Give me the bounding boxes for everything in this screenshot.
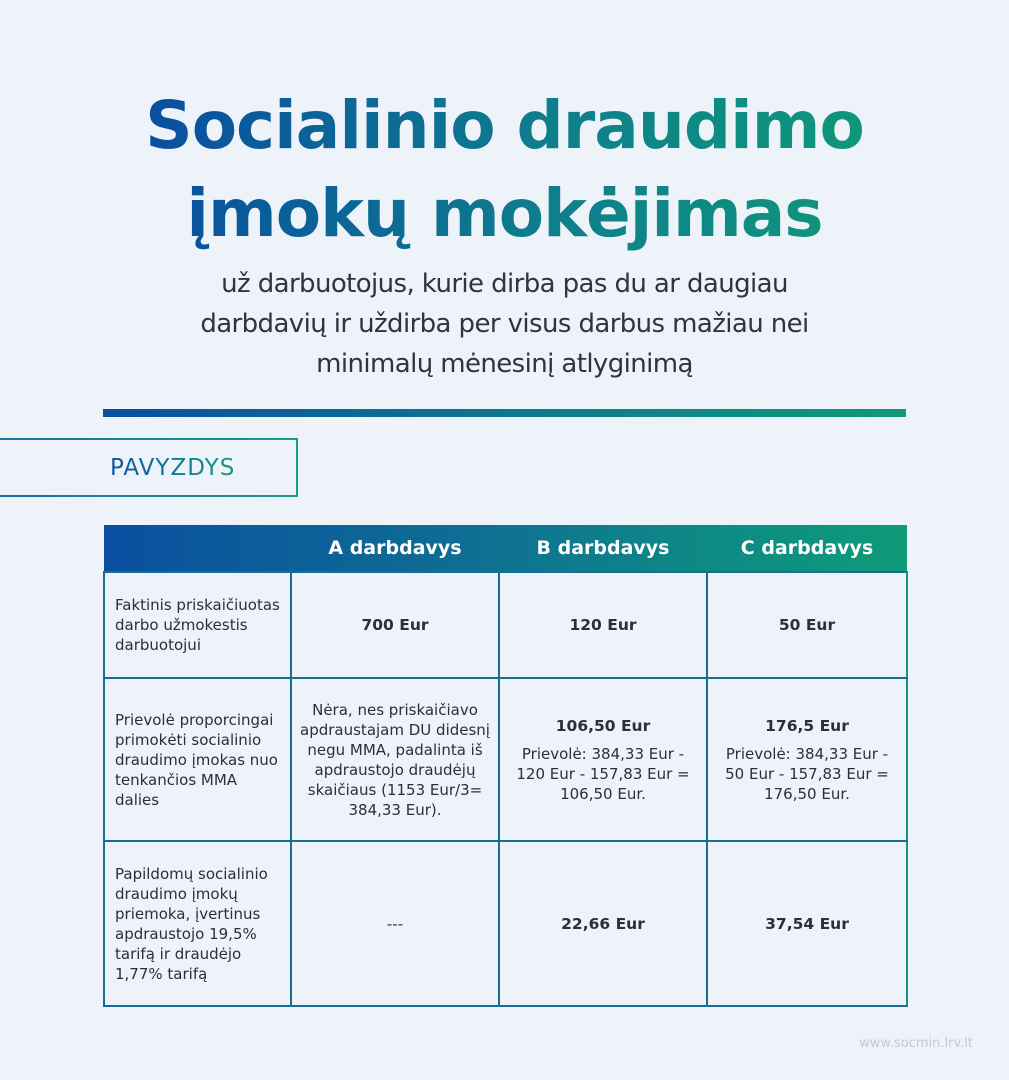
example-label: PAVYZDYS [110,454,236,481]
table-row [104,841,907,1006]
cell-value: 120 Eur [569,616,637,634]
cell-value: 176,5 Eur [765,716,849,735]
cell-note: Prievolė: 384,33 Eur - 120 Eur - 157,83 Eur = 106,50 Eur. [516,744,690,803]
table-row [104,678,907,841]
cell-a-obligation [291,678,499,841]
example-section-box [0,438,298,497]
header-employer-a: A darbdavys [328,537,462,559]
header-employer-b: B darbdavys [536,537,670,559]
cell-value: 22,66 Eur [561,914,645,933]
cell-value: 106,50 Eur [555,716,651,735]
title-line-2: įmokų mokėjimas [186,175,823,252]
subtitle-line-3: minimalų mėnesinį atlyginimą [316,349,693,379]
gradient-divider [103,409,906,417]
row-label-actual-salary: Faktinis priskaičiuotas darbo užmokestis darbuotojui [104,572,291,678]
cell-value: 37,54 Eur [765,914,849,933]
row-label-surcharge: Papildomų socialinio draudimo įmokų priemoka, įvertinus apdraustojo 19,5% tarifą ir draudėjo 1,77% tarifą [104,841,291,1006]
table-header-row [104,525,907,572]
table-row [104,572,907,678]
example-table [103,525,908,1007]
cell-b-surcharge [499,841,707,1006]
page-title [0,82,1009,258]
cell-c-surcharge [707,841,907,1006]
title-line-1: Socialinio draudimo [145,87,864,164]
website-footer: www.socmin.lrv.lt [859,1036,973,1051]
cell-a-salary [291,572,499,678]
header-empty [104,525,291,572]
cell-b-obligation [499,678,707,841]
cell-c-salary [707,572,907,678]
cell-b-salary [499,572,707,678]
cell-note: --- [386,914,404,933]
page-subtitle [100,264,909,384]
subtitle-line-2: darbdavių ir uždirba per visus darbus mažiau nei [200,309,809,339]
cell-a-surcharge [291,841,499,1006]
subtitle-line-1: už darbuotojus, kurie dirba pas du ar daugiau [221,269,788,299]
cell-note: Prievolė: 384,33 Eur - 50 Eur - 157,83 Eur = 176,50 Eur. [725,744,889,803]
cell-c-obligation [707,678,907,841]
header-employer-c: C darbdavys [740,537,874,559]
cell-value: 700 Eur [361,616,429,634]
row-label-obligation: Prievolė proporcingai primokėti socialinio draudimo įmokas nuo tenkančios MMA dalies [104,678,291,841]
cell-note: Nėra, nes priskaičiavo apdraustajam DU didesnį negu MMA, padalinta iš apdraustojo draudėjų skaičiaus (1153 Eur/3= 384,33 Eur). [300,700,490,819]
cell-value: 50 Eur [778,616,836,634]
